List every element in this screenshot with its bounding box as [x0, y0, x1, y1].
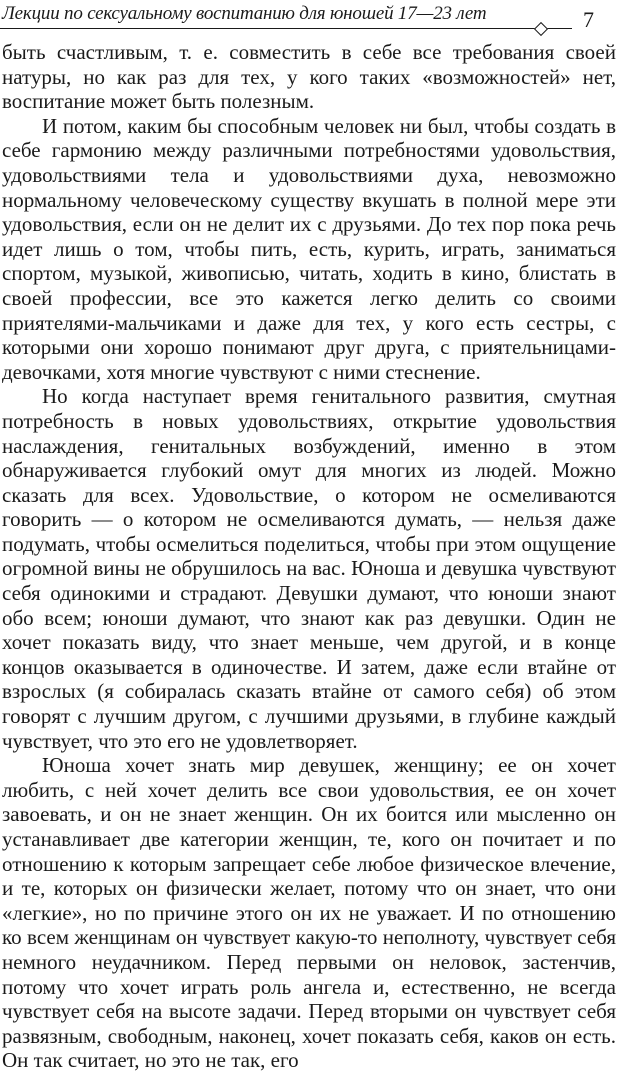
paragraph-continued: быть счастливым, т. е. совместить в себе все требования своей натуры, но как раз для тех, у кого таких «возможностей» нет, воспитание может быть полезным. — [2, 40, 616, 114]
paragraph: Но когда наступает время генитального развития, смутная потребность в новых удовольствиях, открытие удовольствия наслаждения, генитальных возбуждений, именно в этом обнаруживается глубокий омут для многих из людей. Можно сказать для всех. Удовольствие, о котором не осмеливаются говорить — о котором не осмеливаются думать, — нельзя даже подумать, чтобы осмелиться поделиться, чтобы при этом ощущение огромной вины не обрушилось на вас. Юноша и девушка чувствуют себя одинокими и страдают. Девушки думают, что юноши знают обо всем; юноши думают, что знают как раз девушки. Один не хочет показать виду, что знает меньше, чем другой, и в конце концов оказывается в одиночестве. И затем, даже если втайне от взрослых (я собиралась сказать втайне от самого себя) об этом говорят с лучшим другом, с лучшими друзьями, в глубине каждый чувствует, что это его не удовлетворяет. — [2, 384, 616, 753]
header-rule — [0, 28, 572, 29]
paragraph: И потом, каким бы способным человек ни был, чтобы создать в себе гармонию между различными потребностями удовольствия, удовольствиями тела и удовольствиями духа, невозможно нормальному человеческому существу вкушать в полной мере эти удовольствия, если он не делит их с друзьями. До тех пор пока речь идет лишь о том, чтобы пить, есть, курить, играть, заниматься спортом, музыкой, живописью, читать, ходить в кино, блистать в своей профессии, все это кажется легко делить со своими приятелями-мальчиками и даже для тех, у кого есть сестры, с которыми они хорошо понимают друг друга, с приятельницами-девочками, хотя многие чувствуют с ними стеснение. — [2, 113, 616, 384]
running-title: Лекции по сексуальному воспитанию для юношей 17—23 лет — [2, 3, 487, 24]
body-text — [2, 40, 616, 1073]
page-header — [0, 2, 620, 32]
diamond-ornament-icon — [534, 22, 548, 36]
paragraph: Юноша хочет знать мир девушек, женщину; ее он хочет любить, с ней хочет делить все свои удовольствия, ее он хочет завоевать, и он не знает женщин. Он их боится или мысленно он устанавливает две категории женщин, те, кого он почитает и по отношению к которым запрещает себе любое физическое влечение, и те, которых он физически желает, потому что он знает, что они «легкие», но по причине этого он их не уважает. И по отношению ко всем женщинам он чувствует какую-то неполноту, чувствует себя немного неудачником. Перед первыми он неловок, застенчив, потому что хочет играть роль ангела и, естественно, не всегда чувствует себя на высоте задачи. Перед вторыми он чувствует себя развязным, свободным, наконец, хочет показать себя, каков он есть. Он так считает, но это не так, его — [2, 753, 616, 1073]
page-number: 7 — [583, 7, 594, 32]
